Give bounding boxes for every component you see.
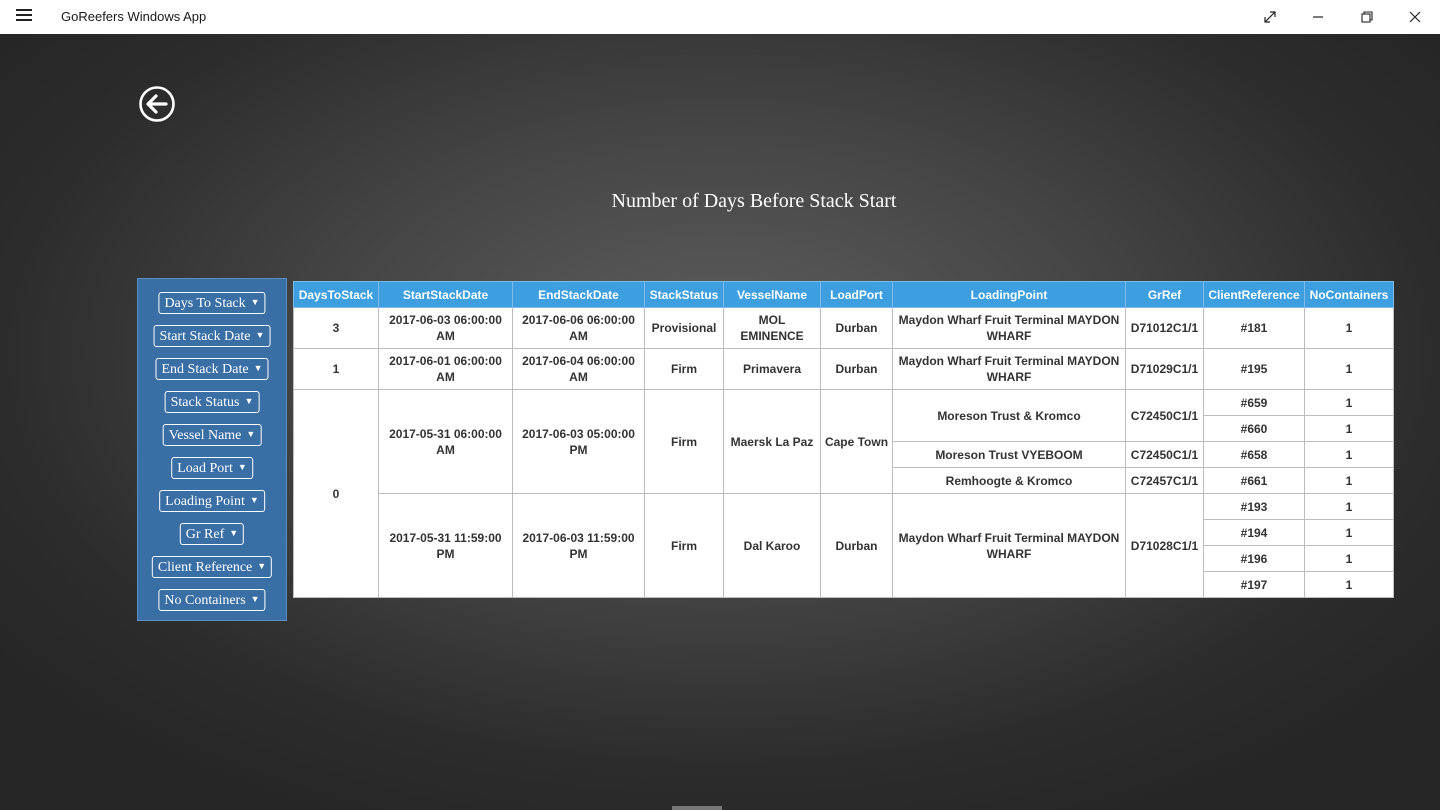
cell-no-containers: 1 [1305,390,1394,416]
arrow-left-circle-icon [138,85,176,123]
cell-client-reference: #658 [1204,442,1305,468]
cell-days-to-stack: 1 [294,349,379,390]
cell-start-stack-date: 2017-05-31 06:00:00 AM [379,390,513,494]
dropdown-arrow-icon: ▼ [246,429,256,439]
col-header[interactable]: DaysToStack [294,282,379,308]
restore-icon [1361,11,1373,23]
cell-vessel-name: Primavera [724,349,821,390]
bottom-handle [672,806,722,810]
minimize-button[interactable] [1295,0,1341,34]
cell-stack-status: Firm [645,349,724,390]
cell-start-stack-date: 2017-06-03 06:00:00 AM [379,308,513,349]
restore-button[interactable] [1344,0,1390,34]
cell-stack-status: Provisional [645,308,724,349]
table-row [294,390,1394,416]
cell-gr-ref: C72450C1/1 [1126,442,1204,468]
cell-start-stack-date: 2017-06-01 06:00:00 AM [379,349,513,390]
cell-client-reference: #660 [1204,416,1305,442]
page-title: Number of Days Before Stack Start [611,190,897,212]
cell-client-reference: #194 [1204,520,1305,546]
col-header[interactable]: NoContainers [1305,282,1394,308]
cell-client-reference: #181 [1204,308,1305,349]
app-title: GoReefers Windows App [61,9,207,24]
cell-days-to-stack: 3 [294,308,379,349]
cell-end-stack-date: 2017-06-03 11:59:00 PM [513,494,645,598]
col-header[interactable]: LoadPort [821,282,893,308]
cell-loading-point: Maydon Wharf Fruit Terminal MAYDON WHARF [893,349,1126,390]
cell-gr-ref: D71028C1/1 [1126,494,1204,598]
expand-icon [1264,11,1276,23]
cell-no-containers: 1 [1305,468,1394,494]
dropdown-arrow-icon: ▼ [255,330,265,340]
col-header[interactable]: GrRef [1126,282,1204,308]
cell-vessel-name: Dal Karoo [724,494,821,598]
cell-vessel-name: MOL EMINENCE [724,308,821,349]
table-row [294,308,1394,349]
cell-no-containers: 1 [1305,494,1394,520]
back-button[interactable] [138,85,176,123]
cell-days-to-stack: 0 [294,390,379,598]
cell-loading-point: Maydon Wharf Fruit Terminal MAYDON WHARF [893,494,1126,598]
cell-gr-ref: C72450C1/1 [1126,390,1204,442]
filter-sidebar [137,278,287,621]
filter-gr-ref[interactable]: Gr Ref ▼ [180,523,244,545]
title-bar [0,0,1440,34]
cell-loading-point: Moreson Trust & Kromco [893,390,1126,442]
cell-gr-ref: D71029C1/1 [1126,349,1204,390]
filter-load-port[interactable]: Load Port ▼ [171,457,253,479]
col-header[interactable]: StartStackDate [379,282,513,308]
cell-no-containers: 1 [1305,572,1394,598]
dropdown-arrow-icon: ▼ [244,396,254,406]
dropdown-arrow-icon: ▼ [249,495,259,505]
col-header[interactable]: ClientReference [1204,282,1305,308]
col-header[interactable]: LoadingPoint [893,282,1126,308]
cell-vessel-name: Maersk La Paz [724,390,821,494]
minimize-icon [1312,11,1324,23]
cell-loading-point: Moreson Trust VYEBOOM [893,442,1126,468]
cell-end-stack-date: 2017-06-06 06:00:00 AM [513,308,645,349]
filter-loading-point[interactable]: Loading Point ▼ [159,490,265,512]
filter-days-to-stack[interactable]: Days To Stack ▼ [158,292,265,314]
filter-stack-status[interactable]: Stack Status ▼ [165,391,260,413]
cell-client-reference: #193 [1204,494,1305,520]
table-row [294,349,1394,390]
cell-client-reference: #196 [1204,546,1305,572]
cell-loading-point: Remhoogte & Kromco [893,468,1126,494]
dropdown-arrow-icon: ▼ [250,297,260,307]
cell-no-containers: 1 [1305,416,1394,442]
stack-table [293,281,1394,598]
close-icon [1409,11,1421,23]
col-header[interactable]: EndStackDate [513,282,645,308]
dropdown-arrow-icon: ▼ [237,462,247,472]
cell-start-stack-date: 2017-05-31 11:59:00 PM [379,494,513,598]
dropdown-arrow-icon: ▼ [257,561,267,571]
close-button[interactable] [1392,0,1438,34]
hamburger-icon[interactable] [16,9,32,23]
table-row [294,494,1394,520]
cell-end-stack-date: 2017-06-04 06:00:00 AM [513,349,645,390]
cell-client-reference: #659 [1204,390,1305,416]
cell-load-port: Durban [821,494,893,598]
dropdown-arrow-icon: ▼ [229,528,239,538]
cell-gr-ref: D71012C1/1 [1126,308,1204,349]
cell-client-reference: #197 [1204,572,1305,598]
cell-no-containers: 1 [1305,442,1394,468]
col-header[interactable]: VesselName [724,282,821,308]
filter-no-containers[interactable]: No Containers ▼ [158,589,265,611]
fullscreen-button[interactable] [1247,0,1293,34]
cell-loading-point: Maydon Wharf Fruit Terminal MAYDON WHARF [893,308,1126,349]
cell-load-port: Durban [821,308,893,349]
cell-no-containers: 1 [1305,349,1394,390]
filter-end-stack-date[interactable]: End Stack Date ▼ [155,358,268,380]
cell-end-stack-date: 2017-06-03 05:00:00 PM [513,390,645,494]
filter-client-reference[interactable]: Client Reference ▼ [152,556,272,578]
filter-start-stack-date[interactable]: Start Stack Date ▼ [154,325,271,347]
col-header[interactable]: StackStatus [645,282,724,308]
cell-no-containers: 1 [1305,308,1394,349]
cell-load-port: Cape Town [821,390,893,494]
cell-client-reference: #661 [1204,468,1305,494]
dropdown-arrow-icon: ▼ [253,363,263,373]
cell-no-containers: 1 [1305,520,1394,546]
filter-vessel-name[interactable]: Vessel Name ▼ [163,424,262,446]
cell-load-port: Durban [821,349,893,390]
table-header-row [294,282,1394,308]
cell-no-containers: 1 [1305,546,1394,572]
dropdown-arrow-icon: ▼ [250,594,260,604]
main-content [0,34,1440,810]
cell-client-reference: #195 [1204,349,1305,390]
cell-gr-ref: C72457C1/1 [1126,468,1204,494]
cell-stack-status: Firm [645,494,724,598]
cell-stack-status: Firm [645,390,724,494]
